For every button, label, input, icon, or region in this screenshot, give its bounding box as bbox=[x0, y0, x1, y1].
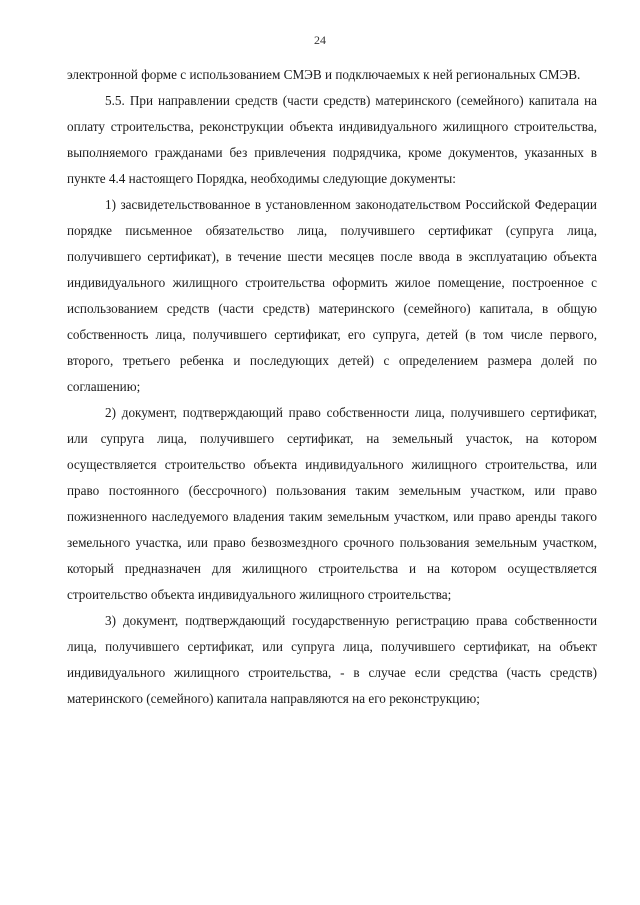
list-item-1: 1) засвидетельствованное в установленном законодательством Российской Федерации порядке письменное обязательство лица, получившего сертификат (супруга лица, получившего сертификат), в течение шести месяцев после ввода в эксплуатацию объекта индивидуального жилищного строительства оформить жилое помещение, построенное с использованием средств (части средств) материнского (семейного) капитала, в общую собственность лица, получившего сертификат, его супруга, детей (в том числе первого, второго, третьего ребенка и последующих детей) с определением размера долей по соглашению; bbox=[67, 197, 597, 394]
page-number: 24 bbox=[314, 33, 326, 47]
document-body bbox=[67, 62, 597, 712]
list-item-2: 2) документ, подтверждающий право собственности лица, получившего сертификат, или супруга лица, получившего сертификат, на земельный участок, на котором осуществляется строительство объекта индивидуального жилищного строительства, или право постоянного (бессрочного) пользования таким земельным участком, или право пожизненного наследуемого владения таким земельным участком, или право аренды такого земельного участка, или право безвозмездного срочного пользования земельным участком, который предназначен для жилищного строительства и на котором осуществляется строительство объекта индивидуального жилищного строительства; bbox=[67, 405, 597, 602]
paragraph-5-5: 5.5. При направлении средств (части средств) материнского (семейного) капитала на оплату строительства, реконструкции объекта индивидуального жилищного строительства, выполняемого гражданами без привлечения подрядчика, кроме документов, указанных в пункте 4.4 настоящего Порядка, необходимы следующие документы: bbox=[67, 93, 597, 186]
list-item-3: 3) документ, подтверждающий государственную регистрацию права собственности лица, получившего сертификат, или супруга лица, получившего сертификат, на объект индивидуального жилищного строительства, - в случае если средства (часть средств) материнского (семейного) капитала направляются на его реконструкцию; bbox=[67, 613, 597, 706]
paragraph-continuation: электронной форме с использованием СМЭВ и подключаемых к ней региональных СМЭВ. bbox=[67, 67, 581, 82]
